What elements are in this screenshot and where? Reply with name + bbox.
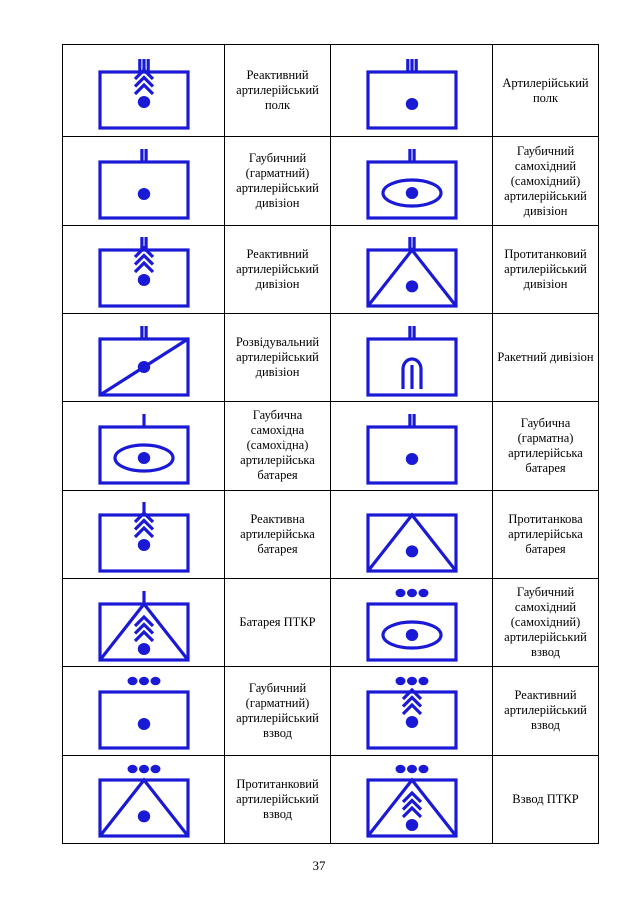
echelon-dot-icon xyxy=(150,677,160,686)
artillery-dot-icon xyxy=(405,716,417,728)
symbol-cell xyxy=(331,755,493,843)
unit-symbol-icon xyxy=(84,317,204,399)
artillery-dot-icon xyxy=(137,718,149,730)
table-row xyxy=(63,45,599,137)
unit-symbol-icon xyxy=(84,140,204,222)
rocket-chevron-icon xyxy=(135,632,153,641)
symbol-cell xyxy=(63,755,225,843)
artillery-dot-icon xyxy=(137,643,149,655)
table-row xyxy=(63,578,599,666)
unit-symbol-icon xyxy=(84,228,204,310)
artillery-dot-icon xyxy=(405,629,417,641)
symbol-cell xyxy=(63,225,225,313)
unit-symbol-icon xyxy=(84,758,204,840)
symbol-label: Гаубичний (гарматний) артилерійський дивізіон xyxy=(225,137,331,225)
table-row xyxy=(63,755,599,843)
unit-symbol-icon xyxy=(352,758,472,840)
symbol-label: Гаубичний самохідний (самохідний) артилерійський дивізіон xyxy=(493,137,599,225)
unit-symbol-icon xyxy=(352,317,472,399)
echelon-dot-icon xyxy=(418,588,428,597)
symbol-cell xyxy=(331,225,493,313)
symbol-cell xyxy=(331,314,493,402)
artillery-dot-icon xyxy=(137,361,149,373)
artillery-dot-icon xyxy=(405,187,417,199)
unit-frame-rect xyxy=(368,250,456,306)
symbol-label: Протитанкова артилерійська батарея xyxy=(493,490,599,578)
echelon-dot-icon xyxy=(150,765,160,774)
unit-symbol-icon xyxy=(84,50,204,132)
unit-frame-rect xyxy=(368,515,456,571)
anti-tank-triangle-icon xyxy=(100,780,188,836)
unit-symbol-icon xyxy=(352,140,472,222)
anti-tank-triangle-icon xyxy=(368,515,456,571)
artillery-dot-icon xyxy=(405,819,417,831)
symbol-cell xyxy=(63,667,225,755)
anti-tank-triangle-icon xyxy=(368,250,456,306)
artillery-dot-icon xyxy=(405,98,417,110)
symbol-label: Протитанковий артилерійський взвод xyxy=(225,755,331,843)
unit-symbol-icon xyxy=(84,670,204,752)
symbol-label: Ракетний дивізіон xyxy=(493,314,599,402)
artillery-dot-icon xyxy=(137,811,149,823)
unit-symbol-icon xyxy=(352,405,472,487)
unit-symbol-icon xyxy=(84,582,204,664)
unit-symbol-icon xyxy=(84,493,204,575)
unit-symbol-icon xyxy=(352,50,472,132)
symbol-cell xyxy=(63,137,225,225)
symbol-label: Гаубична (гарматна) артилерійська батарея xyxy=(493,402,599,490)
table-row xyxy=(63,490,599,578)
symbols-table xyxy=(62,44,599,844)
symbol-cell xyxy=(63,314,225,402)
artillery-dot-icon xyxy=(137,96,149,108)
symbol-label: Реактивний артилерійський дивізіон xyxy=(225,225,331,313)
rocket-chevron-icon xyxy=(135,528,153,537)
echelon-dot-icon xyxy=(139,677,149,686)
symbol-label: Артилерійський полк xyxy=(493,45,599,137)
rocket-chevron-icon xyxy=(403,808,421,817)
rocket-chevron-icon xyxy=(135,263,153,272)
artillery-dot-icon xyxy=(137,274,149,286)
artillery-dot-icon xyxy=(405,453,417,465)
echelon-dot-icon xyxy=(127,677,137,686)
symbol-cell xyxy=(331,137,493,225)
echelon-dot-icon xyxy=(395,588,405,597)
unit-symbol-icon xyxy=(352,670,472,752)
echelon-dot-icon xyxy=(139,765,149,774)
unit-symbol-icon xyxy=(352,493,472,575)
unit-symbol-icon xyxy=(352,582,472,664)
symbol-label: Гаубична самохідна (самохідна) артилерійська батарея xyxy=(225,402,331,490)
unit-symbol-icon xyxy=(352,228,472,310)
symbol-label: Взвод ПТКР xyxy=(493,755,599,843)
echelon-dot-icon xyxy=(407,588,417,597)
artillery-dot-icon xyxy=(405,281,417,293)
echelon-dot-icon xyxy=(418,677,428,686)
symbol-cell xyxy=(331,667,493,755)
symbol-label: Реактивний артилерійський полк xyxy=(225,45,331,137)
echelon-dot-icon xyxy=(395,677,405,686)
echelon-dot-icon xyxy=(395,765,405,774)
table-row xyxy=(63,225,599,313)
symbols-table-body xyxy=(63,45,599,844)
echelon-dot-icon xyxy=(407,677,417,686)
table-row xyxy=(63,137,599,225)
symbol-cell xyxy=(63,402,225,490)
echelon-dot-icon xyxy=(407,765,417,774)
table-row xyxy=(63,667,599,755)
echelon-dot-icon xyxy=(418,765,428,774)
table-row xyxy=(63,314,599,402)
page-number: 37 xyxy=(312,858,326,873)
symbol-label: Розвідувальний артилерійський дивізіон xyxy=(225,314,331,402)
echelon-dot-icon xyxy=(127,765,137,774)
symbol-label: Реактивний артилерійський взвод xyxy=(493,667,599,755)
symbol-label: Гаубичний (гарматний) артилерійський взвод xyxy=(225,667,331,755)
artillery-dot-icon xyxy=(137,188,149,200)
rocket-chevron-icon xyxy=(403,705,421,714)
symbol-cell xyxy=(63,45,225,137)
symbol-cell xyxy=(331,402,493,490)
symbol-label: Протитанковий артилерійський дивізіон xyxy=(493,225,599,313)
symbol-label: Реактивна артилерійська батарея xyxy=(225,490,331,578)
symbol-label: Батарея ПТКР xyxy=(225,578,331,666)
symbol-label: Гаубичний самохідний (самохідний) артилерійський взвод xyxy=(493,578,599,666)
unit-symbol-icon xyxy=(84,405,204,487)
unit-frame-rect xyxy=(100,780,188,836)
symbol-cell xyxy=(63,490,225,578)
artillery-dot-icon xyxy=(137,452,149,464)
symbol-cell xyxy=(63,578,225,666)
symbol-cell xyxy=(331,490,493,578)
rocket-chevron-icon xyxy=(135,85,153,94)
symbol-cell xyxy=(331,45,493,137)
artillery-dot-icon xyxy=(405,546,417,558)
table-row xyxy=(63,402,599,490)
artillery-dot-icon xyxy=(137,539,149,551)
symbol-cell xyxy=(331,578,493,666)
